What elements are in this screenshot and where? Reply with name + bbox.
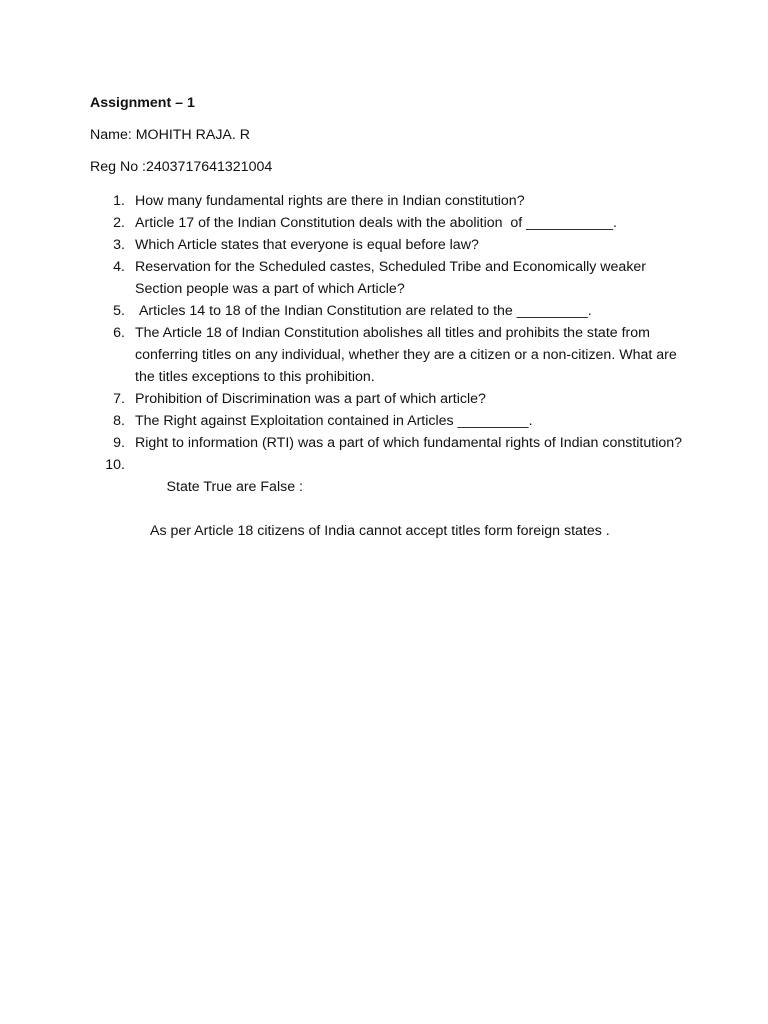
question-item: [90, 322, 690, 388]
question-item: [90, 432, 690, 454]
question-text: Which Article states that everyone is equal before law?: [135, 237, 479, 253]
question-text: The Article 18 of Indian Constitution abolishes all titles and prohibits the state from conferring titles on any individual, whether they are a citizen or a non-citizen. What are the titles exceptions to this prohibition.: [135, 325, 681, 385]
question-text: Right to information (RTI) was a part of which fundamental rights of Indian constitution?: [135, 435, 683, 451]
question-item: [90, 256, 690, 300]
question-text: State True are False :: [166, 479, 303, 495]
question-item: [90, 388, 690, 410]
question-number: 5.: [113, 303, 125, 319]
question-list: [90, 190, 690, 586]
question-statement: As per Article 18 citizens of India cannot accept titles form foreign states .: [150, 523, 610, 539]
question-number: 10.: [105, 457, 125, 473]
question-number: 2.: [113, 215, 125, 231]
question-text: Reservation for the Scheduled castes, Scheduled Tribe and Economically weaker Section people was a part of which Article?: [135, 259, 650, 297]
question-text: Article 17 of the Indian Constitution deals with the abolition of ___________.: [135, 215, 617, 231]
question-text-wrapper: [135, 454, 690, 586]
question-number: 7.: [113, 391, 125, 407]
question-text: The Right against Exploitation contained in Articles _________.: [135, 413, 533, 429]
question-number: 4.: [113, 259, 125, 275]
question-item: [90, 300, 690, 322]
question-number: 3.: [113, 237, 125, 253]
question-number: 9.: [113, 435, 125, 451]
student-name: Name: MOHITH RAJA. R: [90, 127, 251, 143]
question-text: How many fundamental rights are there in Indian constitution?: [135, 193, 525, 209]
question-item: [90, 410, 690, 432]
registration-number: Reg No :2403717641321004: [90, 159, 273, 175]
question-item: [90, 454, 690, 586]
question-number: 8.: [113, 413, 125, 429]
question-item: [90, 234, 690, 256]
assignment-title: Assignment – 1: [90, 95, 195, 111]
question-text: Articles 14 to 18 of the Indian Constitution are related to the _________.: [135, 303, 592, 319]
question-number: 6.: [113, 325, 125, 341]
question-item: [90, 212, 690, 234]
question-text: Prohibition of Discrimination was a part of which article?: [135, 391, 486, 407]
document-page: [90, 94, 690, 586]
question-number: 1.: [113, 193, 125, 209]
question-item: [90, 190, 690, 212]
